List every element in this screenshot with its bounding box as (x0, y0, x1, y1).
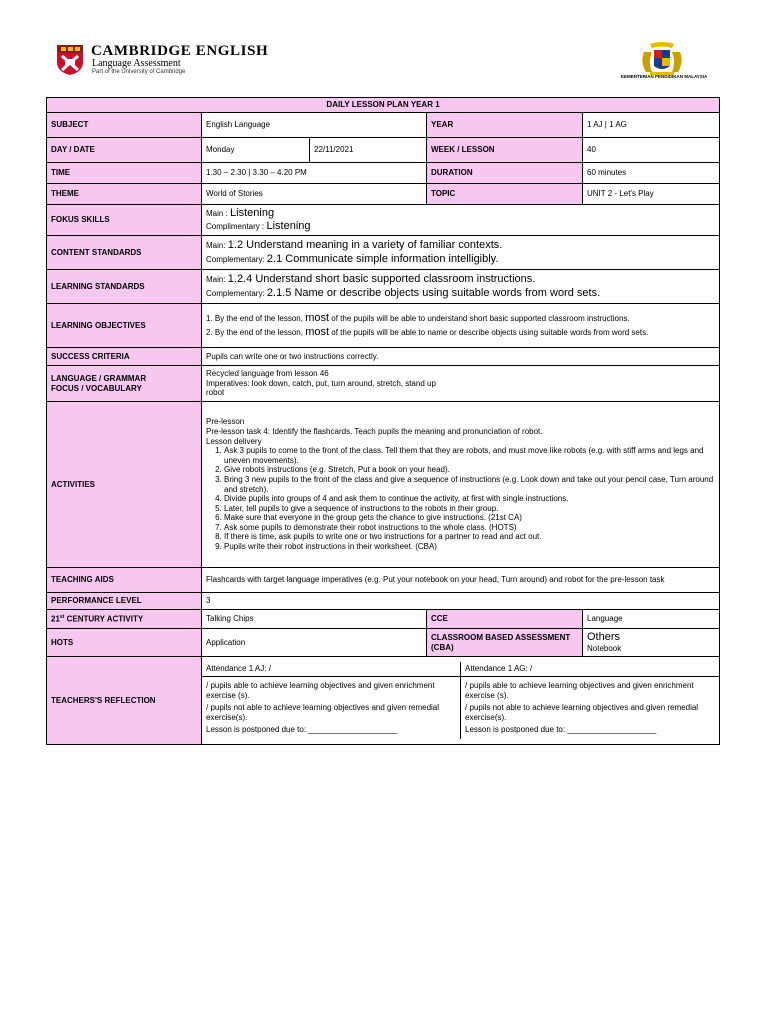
refl-aj-postponed: Lesson is postponed due to: ____________________ (206, 725, 398, 735)
subject-label: SUBJECT (47, 113, 202, 138)
c21-label-sup: st (59, 613, 65, 620)
duration-label: DURATION (427, 163, 583, 184)
year-label: YEAR (427, 113, 583, 138)
refl-ag-postponed: Lesson is postponed due to: ____________________ (465, 725, 657, 735)
grammar-label-2: FOCUS / VOCABULARY (51, 383, 142, 393)
fokus-comp-label: Complimentary : (206, 222, 265, 231)
theme-label: THEME (47, 184, 202, 205)
cambridge-crest-icon (56, 44, 84, 76)
lesson-plan-table (46, 97, 720, 745)
week-label: WEEK / LESSON (427, 138, 583, 163)
success-row (47, 348, 720, 366)
cce-label: CCE (427, 610, 583, 629)
aids-value: Flashcards with target language imperatives (e.g. Put your notebook on your head, Turn around) and robot for the pre-lesson task (202, 568, 720, 593)
subject-row (47, 113, 720, 138)
list-item: 2. Give robots instructions (e.g. Stretch, Put a book on your head). (224, 465, 715, 475)
cba-sub: Notebook (587, 644, 622, 654)
aids-label: TEACHING AIDS (47, 568, 202, 593)
activities-label: ACTIVITIES (47, 402, 202, 568)
cambridge-subtitle: Language Assessment (92, 58, 181, 69)
obj2-a: 2. By the end of the lesson, (206, 328, 303, 337)
content-comp-label: Complementary: (206, 254, 265, 264)
content-main-label: Main: (206, 241, 226, 251)
page-header (0, 0, 768, 95)
fokus-main-label: Main : (206, 208, 228, 218)
reflection-row (47, 657, 720, 745)
kpm-coat-of-arms-icon (632, 42, 692, 78)
act-delivery: Lesson delivery (206, 436, 262, 446)
success-label: SUCCESS CRITERIA (47, 348, 202, 366)
title-row (47, 98, 720, 113)
reflection-label: TEACHERS'S REFLECTION (47, 657, 202, 745)
reflection-grid (202, 662, 719, 739)
learning-standards-row (47, 270, 720, 304)
week-value: 40 (583, 138, 720, 163)
aids-row (47, 568, 720, 593)
learning-std-label: LEARNING STANDARDS (47, 270, 202, 304)
topic-label: TOPIC (427, 184, 583, 205)
learning-main-label: Main: (206, 275, 226, 285)
obj1-most: most (305, 311, 330, 324)
day-row (47, 138, 720, 163)
subject-value: English Language (202, 113, 427, 138)
reflection-value (202, 657, 720, 745)
grammar-line-2: Imperatives: look down, catch, put, turn around, stretch, stand up (206, 378, 436, 388)
learning-comp: 2.1.5 Name or describe objects using suitable words from word sets. (266, 286, 601, 299)
hots-value: Application (202, 629, 427, 657)
cba-label: CLASSROOM BASED ASSESSMENT (CBA) (427, 629, 583, 657)
cce-value: Language (583, 610, 720, 629)
objectives-row (47, 304, 720, 348)
cambridge-name: CAMBRIDGE ENGLISH (91, 43, 269, 59)
plan-title: DAILY LESSON PLAN YEAR 1 (47, 98, 720, 113)
att-aj: Attendance 1 AJ: / (202, 662, 461, 677)
objectives-label: LEARNING OBJECTIVES (47, 304, 202, 348)
att-ag: Attendance 1 AG: / (461, 662, 720, 677)
topic-value: UNIT 2 - Let's Play (583, 184, 720, 205)
learning-main: 1.2.4 Understand short basic supported classroom instructions. (227, 273, 536, 286)
fokus-value (202, 205, 720, 236)
reflection-ag (461, 677, 720, 739)
c21-label-num: 21 (51, 614, 60, 624)
time-row (47, 163, 720, 184)
list-item: 1. Ask 3 pupils to come to the front of the class. Tell them that they are robots, and must move like robots (e.g. with stiff arms and legs and uneven movements). (224, 446, 715, 465)
list-item: 7. Ask some pupils to demonstrate their robot instructions to the whole class. (HOTS) (224, 523, 715, 533)
theme-row (47, 184, 720, 205)
hots-label: HOTS (47, 629, 202, 657)
act-steps-list (206, 446, 715, 552)
perf-value: 3 (202, 593, 720, 610)
learning-std-value (202, 270, 720, 304)
grammar-label (47, 366, 202, 402)
century-row (47, 610, 720, 629)
day-value: Monday (202, 138, 310, 163)
content-main: 1.2 Understand meaning in a variety of familiar contexts. (227, 239, 503, 252)
refl-aj-enrich: / pupils able to achieve learning objectives and given enrichment exercise (s). (206, 681, 435, 700)
list-item: 8. If there is time, ask pupils to write one or two instructions for a partner to read and act out. (224, 532, 715, 542)
year-value: 1 AJ | 1 AG (583, 113, 720, 138)
list-item: 4. Divide pupils into groups of 4 and ask them to continue the activity, at first with single instructions. (224, 494, 715, 504)
grammar-row (47, 366, 720, 402)
grammar-value (202, 366, 720, 402)
grammar-line-1: Recycled language from lesson 46 (206, 369, 329, 379)
activities-row (47, 402, 720, 568)
act-pre-task: Pre-lesson task 4: Identify the flashcards. Teach pupils the meaning and pronunciation of robot. (206, 426, 543, 436)
fokus-main: Listening (230, 206, 275, 219)
content-value (202, 236, 720, 270)
cambridge-part: Part of the University of Cambridge (92, 69, 186, 75)
perf-label: PERFORMANCE LEVEL (47, 593, 202, 610)
grammar-label-1: LANGUAGE / GRAMMAR (51, 373, 147, 383)
grammar-line-3: robot (206, 388, 225, 398)
objectives-value (202, 304, 720, 348)
learning-comp-label: Complementary: (206, 288, 265, 298)
list-item: 5. Later, tell pupils to give a sequence of instructions to the robots in their group. (224, 504, 715, 514)
list-item: 6. Make sure that everyone in the group gets the chance to give instructions. (21st CA) (224, 513, 715, 523)
fokus-comp: Listening (266, 220, 311, 232)
obj1-a: 1. By the end of the lesson, (206, 313, 303, 323)
list-item: 9. Pupils write their robot instructions in their worksheet. (CBA) (224, 542, 715, 552)
theme-value: World of Stories (202, 184, 427, 205)
c21-value: Talking Chips (202, 610, 427, 629)
content-standards-row (47, 236, 720, 270)
fokus-label: FOKUS SKILLS (47, 205, 202, 236)
obj2-most: most (305, 326, 330, 338)
hots-row (47, 629, 720, 657)
time-label: TIME (47, 163, 202, 184)
date-value: 22/11/2021 (310, 138, 427, 163)
refl-aj-remedial: / pupils not able to achieve learning objectives and given remedial exercise(s). (206, 703, 440, 722)
day-label: DAY / DATE (47, 138, 202, 163)
refl-ag-enrich: / pupils able to achieve learning objectives and given enrichment exercise (s). (465, 681, 694, 700)
reflection-aj (202, 677, 461, 739)
cba-main: Others (587, 631, 621, 644)
refl-ag-remedial: / pupils not able to achieve learning objectives and given remedial exercise(s). (465, 703, 699, 722)
content-comp: 2.1 Communicate simple information intelligibly. (266, 252, 499, 265)
c21-label-text: CENTURY ACTIVITY (64, 614, 144, 624)
content-label: CONTENT STANDARDS (47, 236, 202, 270)
c21-label (47, 610, 202, 629)
kpm-name: KEMENTERIAN PENDIDIKAN MALAYSIA (620, 74, 708, 79)
list-item: 3. Bring 3 new pupils to the front of the class and give a sequence of instructions (e.g. Look down and take out your pencil case, Turn around and stretch). (224, 475, 715, 494)
duration-value: 60 minutes (583, 163, 720, 184)
time-value: 1.30 – 2.30 | 3.30 – 4.20 PM (202, 163, 427, 184)
success-value: Pupils can write one or two instructions correctly. (202, 348, 720, 366)
cba-value (583, 629, 720, 657)
performance-row (47, 593, 720, 610)
activities-value (202, 402, 720, 568)
obj1-b: of the pupils will be able to understand short basic supported classroom instructions. (331, 313, 630, 323)
obj2-b: of the pupils will be able to name or describe objects using suitable words from word sets. (331, 328, 649, 337)
fokus-row (47, 205, 720, 236)
act-pre: Pre-lesson (206, 417, 245, 427)
